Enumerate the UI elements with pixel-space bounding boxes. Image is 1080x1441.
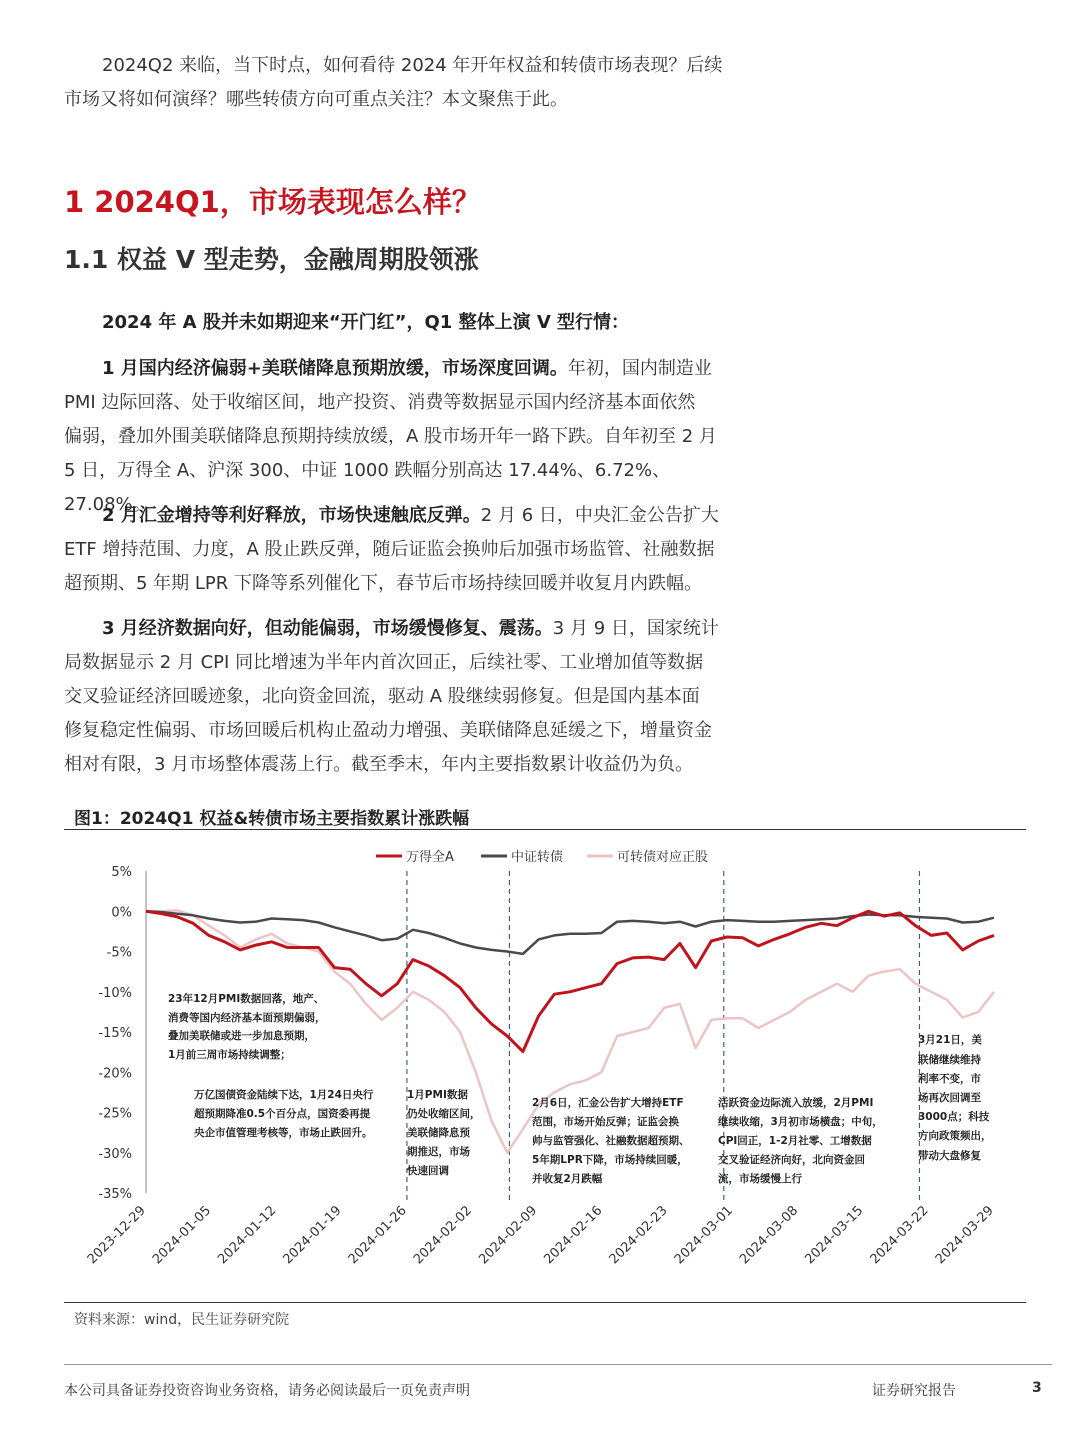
chart-axes <box>85 865 997 1267</box>
intro-line-2: 市场又将如何演绎？哪些转债方向可重点关注？本文聚焦于此。 <box>64 89 568 110</box>
annotation-line: 并收复2月跌幅 <box>532 1173 603 1185</box>
annotation-line: 1月PMI数据 <box>407 1089 468 1101</box>
paragraph-march-line-2: 局数据显示 2 月 CPI 同比增速为半年内首次回正，后续社零、工业增加值等数据 <box>64 652 704 673</box>
intro-paragraph <box>64 49 734 117</box>
paragraph-january-line-3: 偏弱，叠加外围美联储降息预期持续放缓，A 股市场开年一路下跌。自年初至 2 月 <box>64 426 717 447</box>
y-tick-label: -20% <box>98 1066 132 1082</box>
annotation-line: 快速回调 <box>407 1165 449 1177</box>
y-tick-label: -10% <box>98 985 132 1001</box>
paragraph-march-line-4: 修复稳定性偏弱、市场回暖后机构止盈动力增强、美联储降息延缓之下，增量资金 <box>64 720 712 741</box>
y-tick-label: 0% <box>111 905 132 921</box>
annotation-line: 继续收缩，3月初市场横盘；中旬， <box>718 1116 883 1128</box>
annotation-line: 美联储降息预 <box>407 1127 470 1139</box>
annotation-line: 期推迟，市场 <box>407 1146 470 1158</box>
annotation-line: 联储继续维持 <box>918 1054 981 1066</box>
paragraph-january-line-4: 5 日，万得全 A、沪深 300、中证 1000 跌幅分别高达 17.44%、6.72%、27.08%。 <box>64 460 671 515</box>
paragraph-january-line-1: 年初，国内制造业 <box>567 358 712 379</box>
annotation-line: 带动大盘修复 <box>918 1150 981 1162</box>
annotation-line: 方向政策频出， <box>918 1130 992 1142</box>
annotation-line: 帅与监管强化、社融数据超预期、 <box>532 1135 690 1147</box>
x-tick-label: 2024-02-02 <box>410 1203 475 1268</box>
footer-report-type: 证券研究报告 <box>872 1383 956 1399</box>
figure-top-rule <box>64 829 1026 830</box>
x-tick-label: 2024-02-09 <box>476 1203 541 1268</box>
cumulative-return-chart <box>64 838 1026 1300</box>
chart-legend <box>376 849 708 865</box>
y-tick-label: -25% <box>98 1106 132 1122</box>
x-tick-label: 2024-03-08 <box>737 1203 802 1268</box>
x-tick-label: 2024-01-19 <box>280 1203 345 1268</box>
x-tick-label: 2024-01-12 <box>215 1203 280 1268</box>
y-tick-label: -15% <box>98 1026 132 1041</box>
annotation-line: 流，市场缓慢上行 <box>718 1173 802 1185</box>
figure-title: 图1：2024Q1 权益&转债市场主要指数累计涨跌幅 <box>74 809 470 829</box>
paragraph-march-line-5: 相对有限，3 月市场整体震荡上行。截至季末，年内主要指数累计收益仍为负。 <box>64 754 694 775</box>
x-tick-label: 2023-12-29 <box>84 1203 149 1268</box>
annotation-line: CPI回正，1-2月社零、工增数据 <box>718 1135 872 1147</box>
footer-rule <box>64 1364 1052 1365</box>
annotation-line: 万亿国债资金陆续下达，1月24日央行 <box>194 1089 374 1101</box>
paragraph-january-line-2: PMI 边际回落、处于收缩区间，地产投资、消费等数据显示国内经济基本面依然 <box>64 392 696 413</box>
chart-annotations <box>168 992 992 1185</box>
page-number: 3 <box>1032 1380 1042 1396</box>
annotation-line: 5年期LPR下降，市场持续回暖， <box>532 1154 688 1166</box>
footer-disclaimer: 本公司具备证券投资咨询业务资格，请务必阅读最后一页免责声明 <box>64 1383 470 1399</box>
y-tick-label: -30% <box>98 1146 132 1162</box>
x-tick-label: 2024-03-15 <box>802 1203 867 1268</box>
legend-label-wind-a: 万得全A <box>406 850 454 865</box>
section-heading: 1 2024Q1，市场表现怎么样？ <box>64 185 481 219</box>
annotation-line: 仍处收缩区间， <box>407 1108 481 1120</box>
annotation-line: 范围，市场开始反弹；证监会换 <box>532 1116 679 1128</box>
x-tick-label: 2024-03-22 <box>867 1203 932 1268</box>
annotation-line: 3000点；科技 <box>918 1111 990 1123</box>
paragraph-january <box>64 352 734 522</box>
annotation-line: 23年12月PMI数据回落，地产、 <box>168 993 325 1005</box>
paragraph-january-lead: 1 月国内经济偏弱+美联储降息预期放缓，市场深度回调。 <box>102 358 568 379</box>
x-tick-label: 2024-01-26 <box>345 1203 410 1268</box>
annotation-line: 场再次回调至 <box>918 1092 981 1104</box>
legend-label-underlying: 可转债对应正股 <box>617 850 709 865</box>
paragraph-february <box>64 499 734 601</box>
x-tick-label: 2024-03-29 <box>932 1203 997 1268</box>
paragraph-march-line-1: 3 月 9 日，国家统计 <box>552 618 719 639</box>
series-line-csi-cb <box>146 911 994 954</box>
annotation-line: 活跃资金边际流入放缓，2月PMI <box>718 1097 874 1109</box>
y-tick-label: -35% <box>98 1187 132 1202</box>
legend-label-csi-cb: 中证转债 <box>511 850 564 865</box>
annotation-line: 交叉验证经济向好，北向资金回 <box>718 1154 865 1166</box>
paragraph-march <box>64 612 734 782</box>
paragraph-february-line-2: ETF 增持范围、力度，A 股止跌反弹，随后证监会换帅后加强市场监管、社融数据 <box>64 539 715 560</box>
paragraph-february-line-3: 超预期、5 年期 LPR 下降等系列催化下，春节后市场持续回暖并收复月内跌幅。 <box>64 573 703 594</box>
figure-bottom-rule <box>64 1302 1026 1303</box>
paragraph-march-line-3: 交叉验证经济回暖迹象，北向资金回流，驱动 A 股继续弱修复。但是国内基本面 <box>64 686 700 707</box>
annotation-line: 利率不变，市 <box>918 1073 981 1085</box>
annotation-line: 超预期降准0.5个百分点，国资委再提 <box>194 1108 371 1120</box>
annotation-line: 1月前三周市场持续调整； <box>168 1049 291 1061</box>
paragraph-february-line-1: 2 月 6 日，中央汇金公告扩大 <box>480 505 719 526</box>
subsection-heading: 1.1 权益 V 型走势，金融周期股领涨 <box>64 245 479 274</box>
paragraph-march-lead: 3 月经济数据向好，但动能偏弱，市场缓慢修复、震荡。 <box>102 618 553 639</box>
summary-line: 2024 年 A 股并未如期迎来“开门红”，Q1 整体上演 V 型行情： <box>102 312 630 333</box>
x-tick-label: 2024-02-23 <box>606 1203 671 1268</box>
figure-source: 资料来源：wind，民生证券研究院 <box>74 1312 290 1328</box>
annotation-line: 叠加美联储或进一步加息预期， <box>168 1030 315 1042</box>
annotation-line: 2月6日，汇金公告扩大增持ETF <box>532 1097 684 1109</box>
y-tick-label: -5% <box>106 945 132 961</box>
paragraph-february-lead: 2 月汇金增持等利好释放，市场快速触底反弹。 <box>102 505 481 526</box>
y-tick-label: 5% <box>111 865 132 880</box>
x-tick-label: 2024-03-01 <box>671 1203 736 1268</box>
x-tick-label: 2024-01-05 <box>150 1203 215 1268</box>
intro-line-1: 2024Q2 来临，当下时点，如何看待 2024 年开年权益和转债市场表现？后续 <box>102 55 723 76</box>
annotation-line: 3月21日，美 <box>918 1034 982 1046</box>
annotation-line: 消费等国内经济基本面预期偏弱， <box>168 1012 326 1024</box>
annotation-line: 央企市值管理考核等，市场止跌回升。 <box>194 1127 373 1139</box>
x-tick-label: 2024-02-16 <box>541 1203 606 1268</box>
